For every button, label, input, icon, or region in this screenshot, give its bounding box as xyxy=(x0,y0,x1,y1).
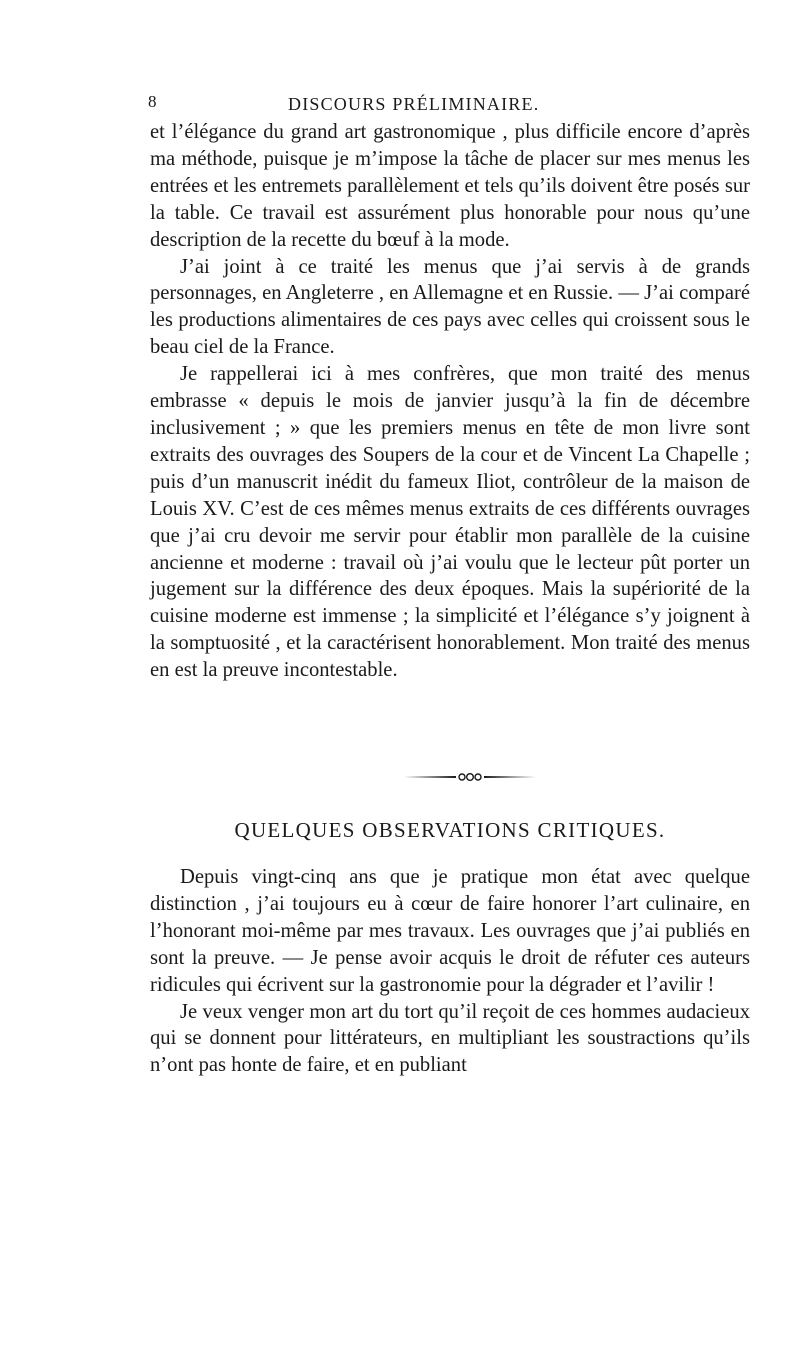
running-head xyxy=(148,92,798,116)
paragraph: J’ai joint à ce traité les menus que j’ai servis à de grands personnages, en Angleterre , en Allemagne et en Russie. — J’ai comparé les productions alimentaires de ces pays avec celles qui croissent sous le beau ciel de la France. xyxy=(150,255,750,359)
text-block-after xyxy=(150,864,750,1079)
paragraph: Depuis vingt-cinq ans que je pratique mon état avec quelque distinction , j’ai toujours eu à cœur de faire honorer l’art culinaire, en l’honorant moi-même par mes travaux. Les ouvrages que j’ai publiés en sont la preuve. — Je pense avoir acquis le droit de réfuter ces auteurs ridicules qui écrivent sur la gastronomie pour la dégrader et l’avilir ! xyxy=(150,866,750,996)
paragraph: Je rappellerai ici à mes confrères, que mon traité des menus embrasse « depuis le mois de janvier jusqu’à la fin de décembre inclusivement ; » que les premiers menus en tête de mon livre sont extraits des ouvrages des Soupers de la cour et de Vincent La Chapelle ; puis d’un manuscrit inédit du fameux Iliot, contrôleur de la maison de Louis XV. C’est de ces mêmes menus extraits de ces différents ouvrages que j’ai cru devoir me servir pour établir mon parallèle de la cuisine ancienne et moderne : travail où j’ai voulu que le lecteur pût porter un jugement sur la différence des deux époques. Mais la supériorité de la cuisine moderne est immense ; la simplicité et l’élégance s’y joignent à la somptuosité , et la caractérisent honorablement. Mon traité des menus en est la preuve incontestable. xyxy=(150,363,750,682)
page-number: 8 xyxy=(148,92,157,111)
paragraph: et l’élégance du grand art gastronomique , plus difficile encore d’après ma méthode, puisque je m’impose la tâche de placer sur mes menus les entrées et les entremets parallèlement et tels qu’ils doivent être posés sur la table. Ce travail est assurément plus honorable pour nous qu’une description de la recette du bœuf à la mode. xyxy=(150,121,750,251)
running-title: DISCOURS PRÉLIMINAIRE. xyxy=(288,94,540,114)
section-title: QUELQUES OBSERVATIONS CRITIQUES. xyxy=(234,818,666,842)
paragraph: Je veux venger mon art du tort qu’il reçoit de ces hommes audacieux qui se donnent pour littérateurs, en multipliant les soustractions qu’ils n’ont pas honte de faire, et en publiant xyxy=(150,1000,750,1077)
text-block-before xyxy=(150,119,750,684)
fleuron-icon xyxy=(400,770,540,784)
fleuron-ornament xyxy=(400,770,540,784)
